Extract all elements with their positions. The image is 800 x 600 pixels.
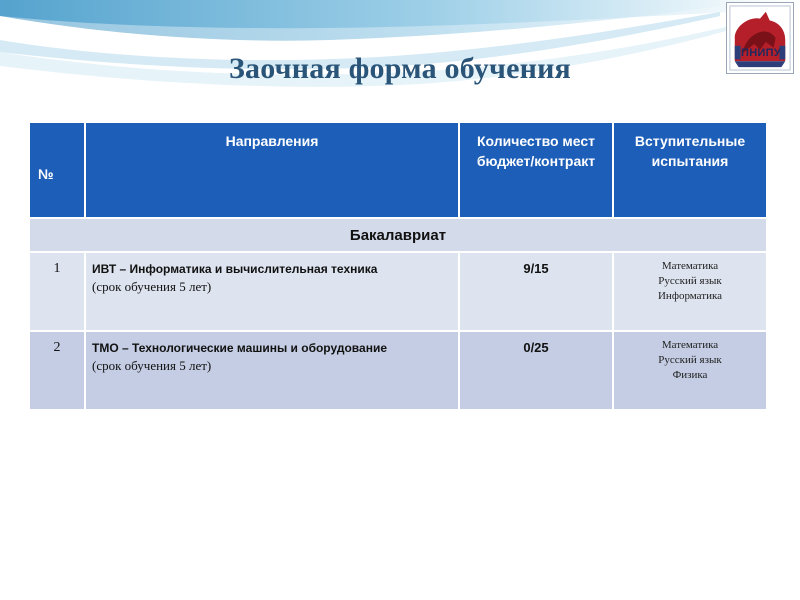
row-exams (613, 331, 767, 410)
row-places: 9/15 (459, 252, 613, 331)
exam-item: Русский язык (658, 275, 722, 287)
direction-term: (срок обучения 5 лет) (92, 279, 212, 294)
exam-item: Математика (661, 339, 719, 351)
page-title: Заочная форма обучения (228, 52, 571, 85)
row-direction (85, 252, 459, 331)
direction-name: ИВТ – Информатика и вычислительная техника (92, 262, 378, 276)
admissions-table (28, 121, 768, 411)
row-number: 1 (29, 252, 85, 331)
row-places: 0/25 (459, 331, 613, 410)
exam-item: Информатика (657, 290, 723, 302)
logo-text: ПНИПУ (740, 47, 781, 59)
row-number: 2 (29, 331, 85, 410)
table-row (29, 252, 767, 331)
section-row (29, 218, 767, 252)
header-exams: Вступительные испытания (613, 122, 767, 218)
table-row (29, 331, 767, 410)
header-direction: Направления (85, 122, 459, 218)
exam-item: Математика (661, 260, 719, 272)
header-num: № (29, 122, 85, 218)
header-places: Количество мест бюджет/контракт (459, 122, 613, 218)
section-label: Бакалавриат (29, 218, 767, 252)
table-header-row (29, 122, 767, 218)
direction-name: ТМО – Технологические машины и оборудование (92, 341, 387, 355)
exam-item: Русский язык (658, 354, 722, 366)
row-exams (613, 252, 767, 331)
row-direction (85, 331, 459, 410)
exam-item: Физика (672, 369, 708, 381)
direction-term: (срок обучения 5 лет) (92, 358, 212, 373)
